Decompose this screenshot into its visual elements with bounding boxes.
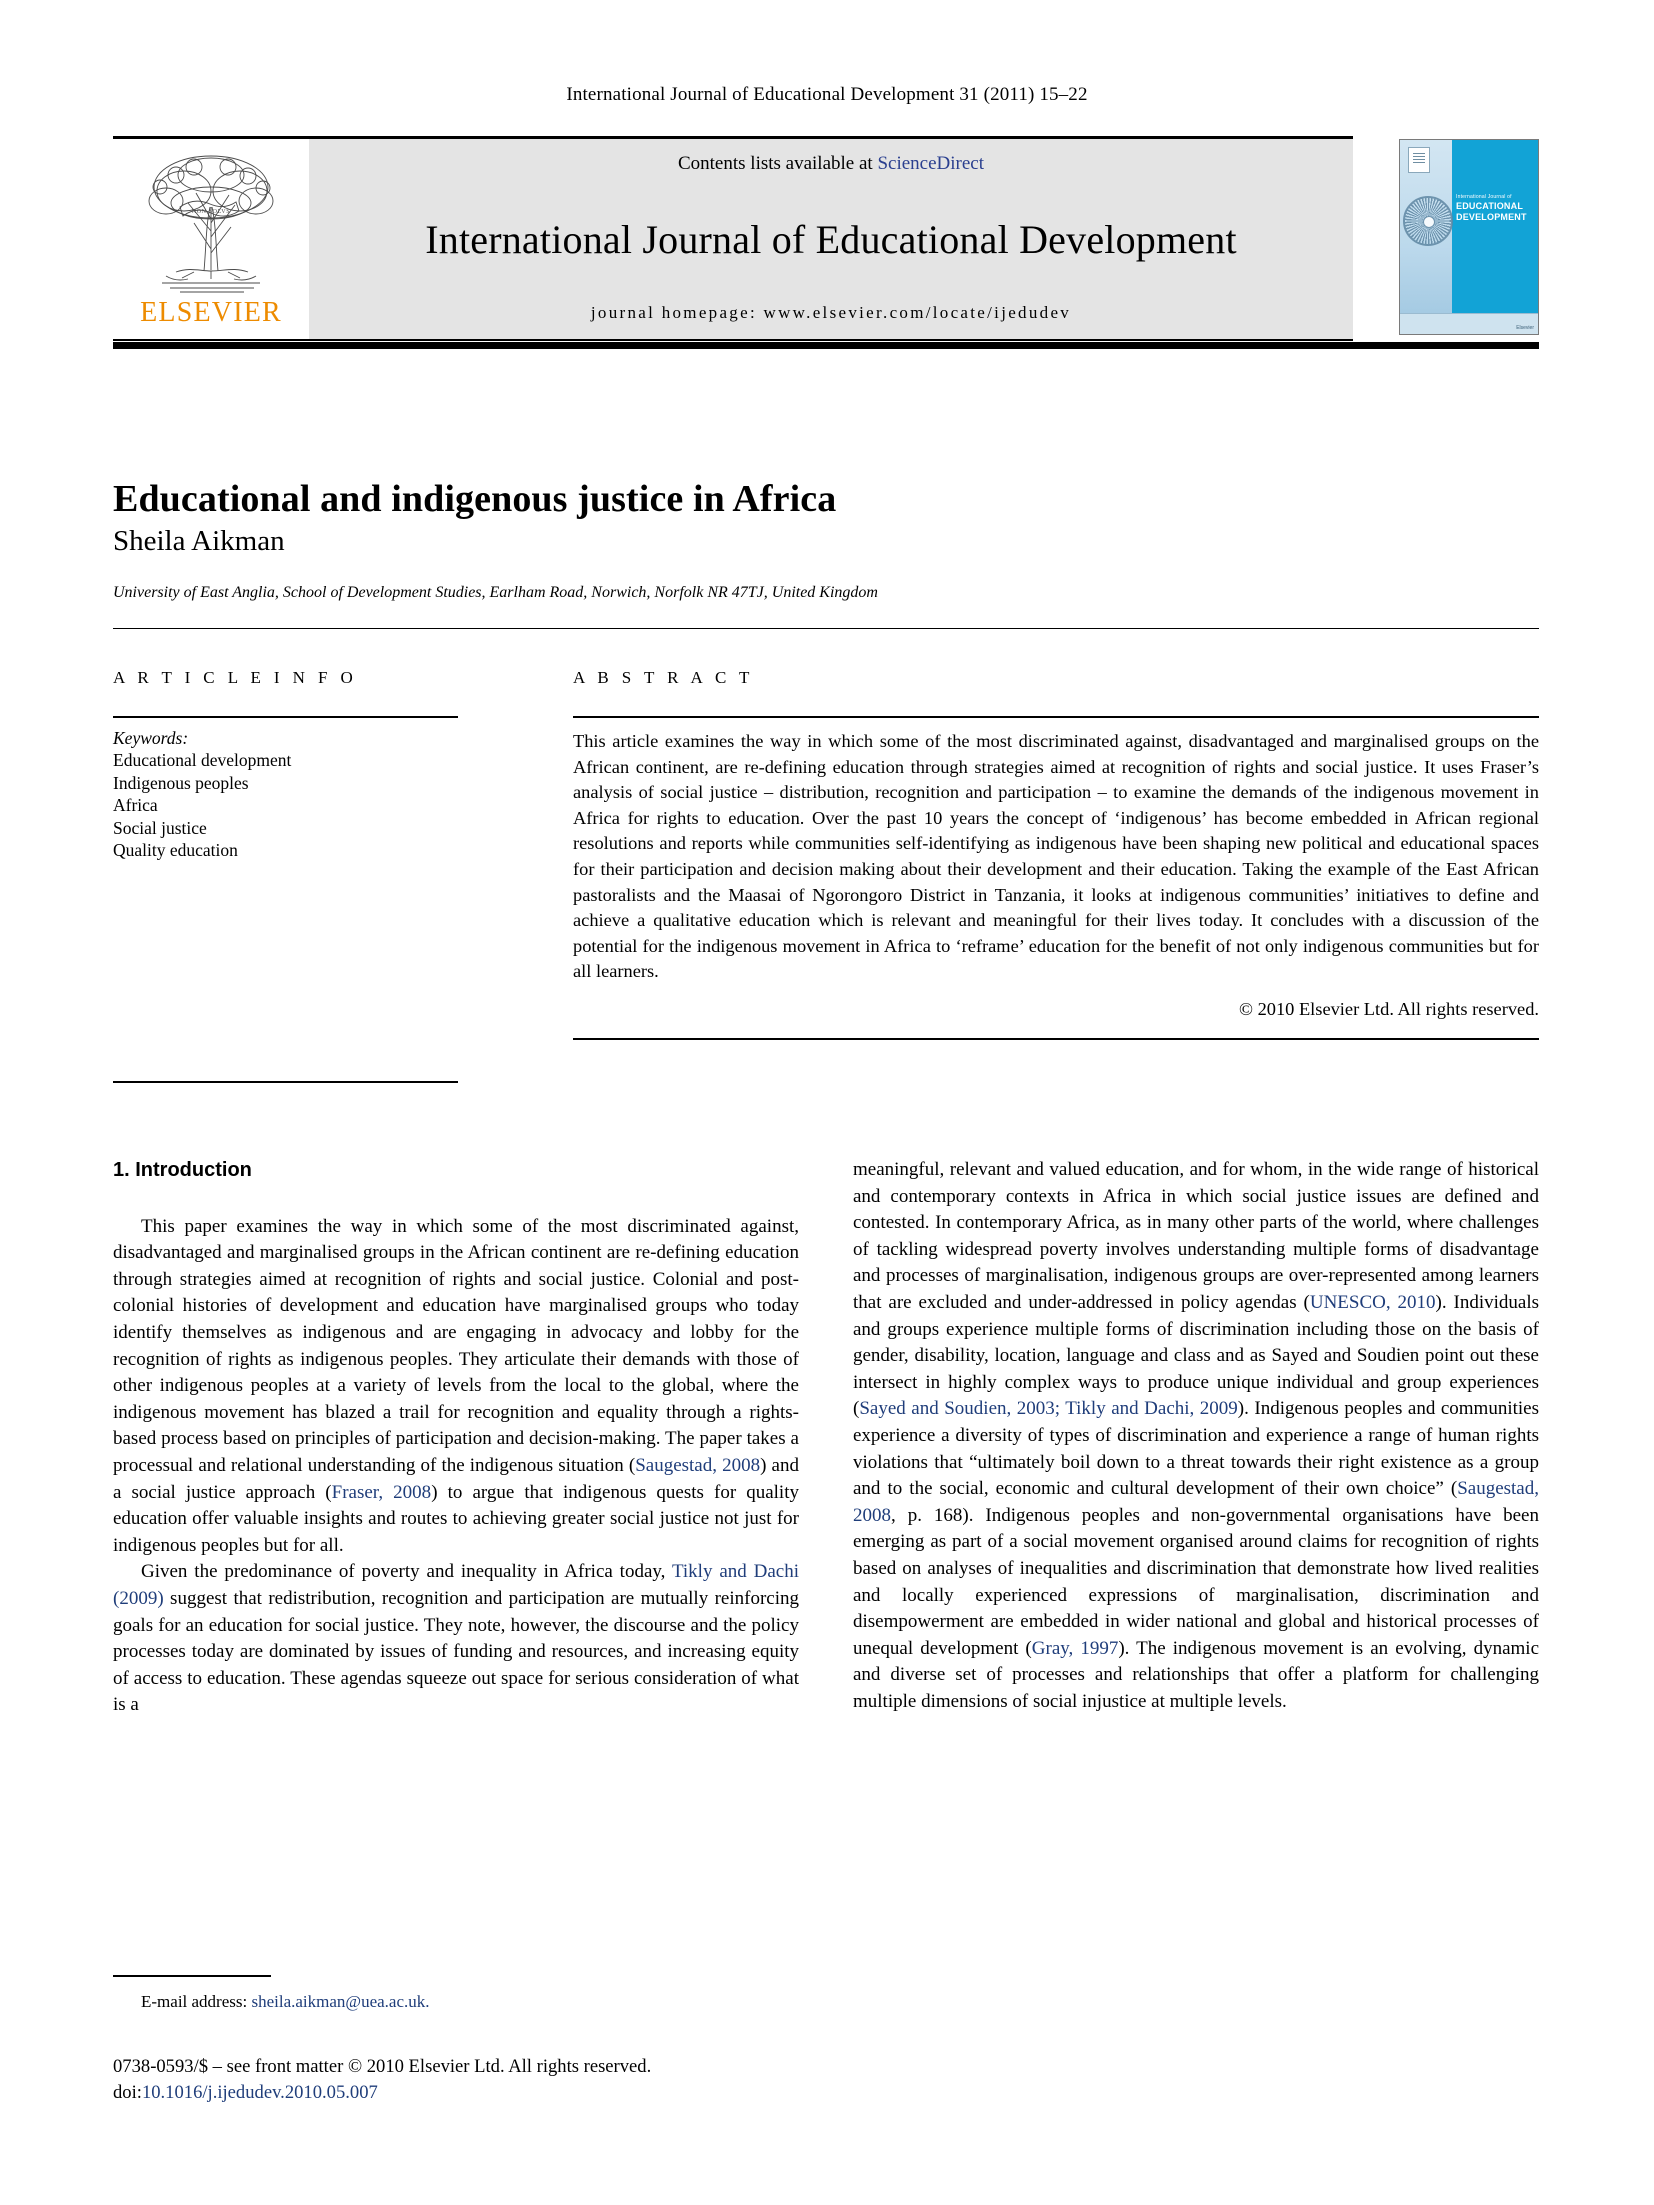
paragraph-text: ). Indigenous peoples and communities experience a diversity of types of discrimination and experience a range of human rights violations that “ultimately boil down to a threat towards their right existence as a group and to the social, economic and cultural development of their own choice” (: [853, 1398, 1539, 1500]
masthead-banner: [309, 139, 1353, 339]
section-heading-introduction: 1. Introduction: [113, 1159, 252, 1181]
cover-footer-band: [1400, 313, 1539, 334]
title-block-rule: [113, 628, 1539, 629]
paragraph-text: meaningful, relevant and valued education, and for whom, in the wide range of historical and contemporary contexts in Africa in which social justice issues are defined and contested. In contemporary Africa, as in many other parts of the world, where challenges of tackling widespread poverty involves understanding multiple forms of disadvantage and processes of marginalisation, indigenous groups are over-represented among learners that are excluded and under-addressed in policy agendas (: [853, 1159, 1539, 1313]
cover-title: [1456, 201, 1538, 223]
contents-prefix-text: Contents lists available at: [677, 153, 878, 174]
cover-title-line-2: DEVELOPMENT: [1456, 212, 1527, 222]
doi-line: [113, 2080, 873, 2106]
masthead-body: [113, 139, 1353, 339]
footnote-email: [113, 1990, 799, 2014]
article-info-section: [113, 668, 458, 861]
abstract-bottom-rule: [573, 1038, 1539, 1040]
citation-link[interactable]: Gray, 1997: [1031, 1637, 1119, 1659]
masthead-bottom-rule: [113, 339, 1353, 341]
body-paragraph: [853, 1157, 1539, 1715]
paragraph-text: ) and a social justice approach (: [113, 1454, 799, 1503]
journal-masthead: [113, 136, 1353, 341]
article-info-heading: A R T I C L E I N F O: [113, 668, 358, 687]
cover-publisher-icon: [1408, 147, 1430, 173]
doi-label: doi:: [113, 2082, 142, 2103]
cover-right-panel: [1452, 140, 1539, 334]
page-title: Educational and indigenous justice in Africa: [113, 478, 837, 521]
keyword-item: Africa: [113, 795, 158, 816]
citation-link[interactable]: UNESCO, 2010: [1309, 1291, 1436, 1313]
article-info-bottom-rule: [113, 1081, 458, 1083]
paragraph-text: This paper examines the way in which some of the most discriminated against, disadvantaged and marginalised groups in the African continent are re-defining education through strategies aimed at recognition of rights and social justice. Colonial and post-colonial histories of development and education have marginalised groups who today identify themselves as indigenous and are engaging in advocacy and lobby for the recognition of rights as indigenous peoples. They articulate their demands with those of other indigenous peoples at a variety of levels from the local to the global, where the indigenous movement has blazed a trail for recognition and equality through a rights-based process based on principles of participation and decision-making. The paper takes a processual and relational understanding of the indigenous situation (: [113, 1215, 799, 1476]
article-info-rule: [113, 716, 458, 718]
keyword-item: Indigenous peoples: [113, 772, 249, 793]
body-column-right: [853, 1157, 1539, 1715]
cover-title-line-1: EDUCATIONAL: [1456, 201, 1524, 211]
paragraph-text: ). The indigenous movement is an evolving, dynamic and diverse set of processes and relationships that offer a platform for challenging multiple dimensions of social injustice at multiple levels.: [853, 1637, 1539, 1712]
elsevier-tree-icon: [136, 145, 286, 295]
footnote-separator-rule: [113, 1975, 271, 1977]
imprint-block: [113, 2054, 873, 2106]
body-column-left: [113, 1157, 799, 1719]
citation-link[interactable]: Saugestad, 2008: [635, 1454, 761, 1476]
running-head: International Journal of Educational Development 31 (2011) 15–22: [566, 84, 1088, 105]
paragraph-text: ) to argue that indigenous quests for quality education offer valuable insights and routes to achieving greater social justice not just for indigenous peoples but for all.: [113, 1481, 799, 1556]
citation-link[interactable]: Tikly and Dachi (2009): [113, 1561, 800, 1609]
email-label: E-mail address:: [141, 1992, 252, 2011]
paragraph-text: ). Individuals and groups experience multiple forms of discrimination including those on the basis of gender, disability, location, language and class and as Sayed and Soudien point out these intersect in highly complex ways to produce unique individual and group experiences (: [853, 1291, 1540, 1420]
author-name: Sheila Aikman: [113, 525, 285, 557]
cover-footer-mark: Elsevier: [1516, 325, 1534, 331]
front-matter-line: 0738-0593/$ – see front matter © 2010 Elsevier Ltd. All rights reserved.: [113, 2056, 652, 2077]
paragraph-text: Given the predominance of poverty and inequality in Africa today,: [141, 1561, 672, 1583]
cover-mandala-icon: [1403, 196, 1453, 246]
abstract-rule: [573, 716, 1539, 718]
keyword-item: Social justice: [113, 817, 207, 838]
paragraph-text: , p. 168). Indigenous peoples and non-governmental organisations have been emerging as part of a social movement organised around claims for recognition of rights based on analyses of inequalities and discrimination that demonstrate how lived realities and locally experienced expressions of marginalisation, discrimination and disempowerment are embedded in wider national and global and historical processes of unequal development (: [853, 1504, 1539, 1659]
citation-link[interactable]: Fraser, 2008: [331, 1481, 432, 1503]
citation-link[interactable]: Saugestad, 2008: [853, 1478, 1539, 1526]
elsevier-logo: [113, 139, 309, 339]
doi-link[interactable]: 10.1016/j.ijedudev.2010.05.007: [141, 2082, 378, 2103]
abstract-copyright: © 2010 Elsevier Ltd. All rights reserved.: [1239, 998, 1539, 1019]
svg-text:NON SOLVS: NON SOLVS: [191, 209, 231, 215]
abstract-heading: A B S T R A C T: [573, 668, 754, 687]
keywords-list: [113, 727, 458, 861]
header-thick-rule: [113, 342, 1539, 349]
body-paragraph: [113, 1559, 799, 1719]
contents-available-line: [678, 153, 984, 175]
journal-title: International Journal of Educational Development: [425, 216, 1237, 262]
body-paragraph: [113, 1214, 799, 1560]
cover-subtitle: International Journal of: [1456, 194, 1512, 200]
sciencedirect-link[interactable]: ScienceDirect: [877, 153, 985, 174]
journal-cover-thumbnail: [1399, 139, 1539, 335]
paragraph-text: suggest that redistribution, recognition and participation are mutually reinforcing goals for an education for social justice. They note, however, the discourse and the policy processes today are dominated by issues of funding and resources, and increasing equity of access to education. These agendas squeeze out space for serious consideration of what is a: [113, 1587, 799, 1716]
keyword-item: Quality education: [113, 840, 238, 861]
citation-link[interactable]: Sayed and Soudien, 2003; Tikly and Dachi, 2009: [859, 1398, 1238, 1420]
abstract-section: [573, 668, 1539, 1040]
abstract-text: This article examines the way in which some of the most discriminated against, disadvantaged and marginalised groups on the African continent, are re-defining education through strategies aimed at recognition of rights and social justice. It uses Fraser’s analysis of social justice – distribution, recognition and participation – to examine the demands of the indigenous movement in Africa for rights to education. Over the past 10 years the concept of ‘indigenous’ has become embedded in African regional resolutions and reports while communities self-identifying as indigenous have been shaping new political and educational spaces for their participation and decision making about their development and their education. Taking the example of the East African pastoralists and the Maasai of Ngorongoro District in Tanzania, it looks at indigenous communities’ initiatives to define and achieve a qualitative education which is relevant and meaningful for their lives today. It concludes with a discussion of the potential for the indigenous movement in Africa to ‘reframe’ education for the benefit of not only indigenous communities but for all learners.: [573, 731, 1539, 982]
keyword-item: Educational development: [113, 750, 292, 771]
keywords-label: Keywords:: [113, 728, 189, 748]
journal-homepage-link[interactable]: journal homepage: www.elsevier.com/locate/ijedudev: [590, 303, 1072, 322]
email-link[interactable]: sheila.aikman@uea.ac.uk.: [251, 1992, 430, 2011]
author-affiliation: University of East Anglia, School of Development Studies, Earlham Road, Norwich, Norfolk NR 47TJ, United Kingdom: [113, 584, 878, 601]
elsevier-wordmark: ELSEVIER: [140, 297, 282, 328]
